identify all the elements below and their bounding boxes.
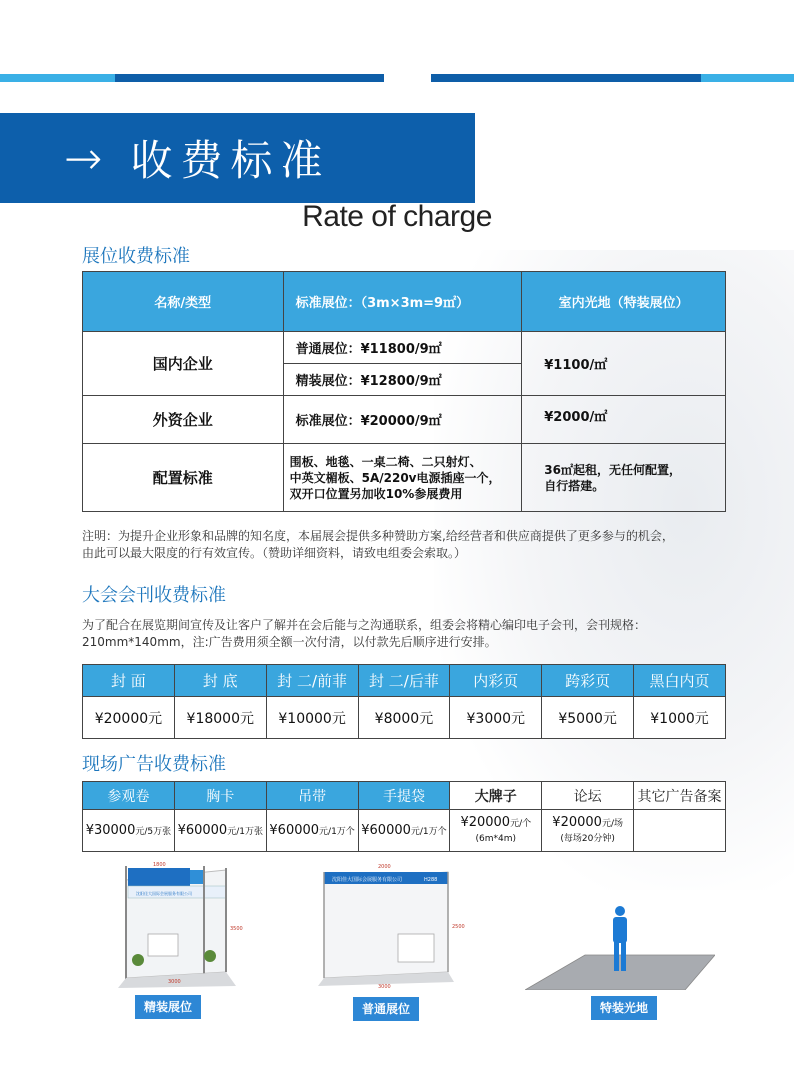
price-value: ¥20000 <box>460 814 511 830</box>
table-header-row <box>83 782 726 810</box>
column-header: 大牌子 <box>450 782 542 810</box>
price-note: (6m*4m) <box>475 833 517 844</box>
table-cell: ¥10000元 <box>266 697 358 739</box>
config-line: 中英文楣板、5A/220v电源插座一个， <box>289 470 501 485</box>
column-header: 名称/类型 <box>83 272 284 332</box>
table-cell: ¥3000元 <box>450 697 542 739</box>
dimension-label: 2500 <box>452 924 465 930</box>
table-cell <box>634 810 726 852</box>
page-title: 收费标准 <box>130 136 331 185</box>
column-header: 室内光地（特装展位） <box>522 272 726 332</box>
normal-fascia-text: 沈阳佳大国际会展服务有限公司 <box>332 877 403 883</box>
note-text <box>82 528 732 562</box>
table-header-row <box>83 665 726 697</box>
top-rule-segment <box>701 74 794 82</box>
table-cell: ¥8000元 <box>358 697 450 739</box>
journal-description <box>82 617 732 651</box>
section-title-journal: 大会会刊收费标准 <box>82 585 226 606</box>
table-cell <box>174 810 266 852</box>
desc-line: 210mm*140mm，注:广告费用须全额一次付清，以付款先后顺序进行安排。 <box>82 635 497 649</box>
table-cell: 精装展位：¥12800/9㎡ <box>283 364 522 396</box>
table-cell: ¥1000元 <box>634 697 726 739</box>
row-label: 外资企业 <box>83 396 284 444</box>
dimension-label: 3000 <box>168 979 181 985</box>
table-cell: 普通展位：¥11800/9㎡ <box>283 332 522 364</box>
table-row <box>83 332 726 364</box>
table-header-row <box>83 272 726 332</box>
booth-fee-table <box>82 271 726 512</box>
config-line: 双开口位置另加收10%参展费用 <box>289 486 463 501</box>
dimension-label: 3500 <box>230 926 243 932</box>
table-cell: 标准展位：¥20000/9㎡ <box>283 396 522 444</box>
column-header: 论坛 <box>542 782 634 810</box>
column-header: 手提袋 <box>358 782 450 810</box>
top-rule-segment <box>431 74 701 82</box>
price-value: ¥60000 <box>269 823 320 838</box>
table-cell <box>450 810 542 852</box>
deluxe-booth-label: 精装展位 <box>135 995 201 1019</box>
column-header: 胸卡 <box>174 782 266 810</box>
normal-booth-label: 普通展位 <box>353 997 419 1021</box>
price-unit: 元/个 <box>510 818 532 829</box>
price-unit: 元/5万张 <box>135 827 172 837</box>
price-value: ¥30000 <box>85 823 136 838</box>
table-cell: ¥5000元 <box>542 697 634 739</box>
config-line: 36㎡起租，无任何配置， <box>544 462 681 477</box>
title-banner <box>0 113 475 203</box>
column-header: 封 面 <box>83 665 175 697</box>
column-header: 黑白内页 <box>634 665 726 697</box>
table-cell <box>83 810 175 852</box>
price-value: ¥20000 <box>552 814 602 830</box>
note-line: 注明：为提升企业形象和品牌的知名度，本届展会提供多种赞助方案,给经营者和供应商提供了更多参与的机会， <box>82 529 674 543</box>
arrow-right-icon: → <box>64 131 103 185</box>
column-header: 封 二/前菲 <box>266 665 358 697</box>
table-row <box>83 396 726 444</box>
table-cell: ¥18000元 <box>174 697 266 739</box>
raw-space-label: 特装光地 <box>591 996 657 1020</box>
deluxe-booth-illustration <box>108 860 246 988</box>
dimension-label: 1800 <box>153 862 166 868</box>
price-value: ¥60000 <box>177 823 228 838</box>
table-cell: ¥1100/㎡ <box>522 332 726 396</box>
column-header: 参观卷 <box>83 782 175 810</box>
top-rule-segment <box>0 74 115 82</box>
desc-line: 为了配合在展览期间宣传及让客户了解并在会后能与之沟通联系，组委会将精心编印电子会刊，会刊规格： <box>82 618 647 632</box>
section-title-ads: 现场广告收费标准 <box>82 754 226 775</box>
booth-number: H288 <box>424 877 438 883</box>
price-value: ¥60000 <box>361 823 411 838</box>
column-header: 内彩页 <box>450 665 542 697</box>
column-header: 其它广告备案 <box>634 782 726 810</box>
table-cell <box>522 444 726 512</box>
config-line: 自行搭建。 <box>544 478 605 493</box>
price-unit: 元/1万个 <box>410 827 447 837</box>
column-header: 标准展位：（3m×3m=9㎡） <box>283 272 522 332</box>
table-cell <box>283 444 522 512</box>
table-cell: ¥20000元 <box>83 697 175 739</box>
table-cell: ¥2000/㎡ <box>522 396 726 444</box>
dimension-label: 3000 <box>378 984 391 990</box>
column-header: 吊带 <box>266 782 358 810</box>
column-header: 封 二/后菲 <box>358 665 450 697</box>
price-unit: 元/场 <box>601 818 623 829</box>
table-row <box>83 810 726 852</box>
column-header: 封 底 <box>174 665 266 697</box>
page-subtitle: Rate of charge <box>302 200 492 233</box>
table-row <box>83 697 726 739</box>
ads-fee-table <box>82 781 726 852</box>
price-unit: 元/1万张 <box>227 827 263 837</box>
config-line: 围板、地毯、一桌二椅、二只射灯、 <box>289 454 482 469</box>
note-line: 由此可以最大限度的行有效宣传。（赞助详细资料，请致电组委会索取。） <box>82 546 467 560</box>
deluxe-fascia-text: 沈阳佳大国际会展服务有限公司 <box>136 891 192 896</box>
price-unit: 元/1万个 <box>319 827 355 837</box>
table-cell <box>266 810 358 852</box>
raw-space-illustration <box>525 905 715 990</box>
row-label: 国内企业 <box>83 332 284 396</box>
table-cell <box>542 810 634 852</box>
row-label: 配置标准 <box>83 444 284 512</box>
table-row <box>83 444 726 512</box>
journal-fee-table <box>82 664 726 739</box>
dimension-label: 2000 <box>378 864 391 870</box>
normal-booth-illustration <box>298 860 466 990</box>
price-note: (每场20分钟) <box>560 833 615 844</box>
column-header: 跨彩页 <box>542 665 634 697</box>
top-rule-segment <box>115 74 384 82</box>
table-cell <box>358 810 450 852</box>
section-title-booth: 展位收费标准 <box>82 246 190 267</box>
